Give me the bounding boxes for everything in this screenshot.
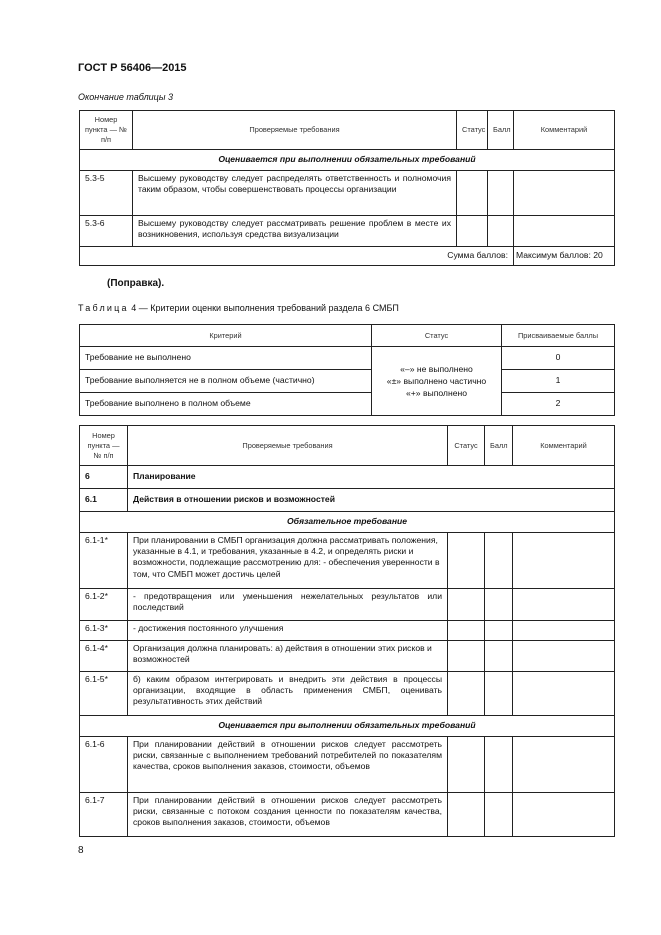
col-number: Номер пункта — № п/п [80, 426, 128, 466]
points-cell: 2 [502, 393, 615, 416]
table-row [80, 370, 615, 393]
table-row [80, 793, 615, 837]
table3-header-row [80, 111, 615, 150]
row-comment [513, 737, 615, 793]
sum-label: Сумма баллов: [80, 247, 514, 266]
row-score [485, 737, 513, 793]
table3-section-row [80, 150, 615, 171]
status-legend-line: «+» выполнено [405, 388, 468, 398]
table-row [80, 621, 615, 641]
section-title: Обязательное требование [80, 512, 615, 533]
col-status: Статус [372, 325, 502, 347]
status-legend-line: «–» не выполнено [400, 364, 473, 374]
row-comment [513, 641, 615, 672]
table-row [80, 216, 615, 247]
table-row [80, 589, 615, 621]
row-status [448, 793, 485, 837]
row-number: 6.1-5* [80, 672, 128, 716]
row-score [485, 621, 513, 641]
row-requirement: Организация должна планировать: а) действия в отношении этих рисков и возможностей [128, 641, 448, 672]
criterion-cell: Требование не выполнено [80, 347, 372, 370]
row-comment [513, 589, 615, 621]
heading-title: Действия в отношении рисков и возможностей [128, 489, 615, 512]
row-number: 6.1-6 [80, 737, 128, 793]
row-score [485, 533, 513, 589]
row-score [488, 171, 514, 216]
table-row [80, 672, 615, 716]
row-requirement: Высшему руководству следует распределять ответственность и полномочия таким образом, чтобы совершенствовать процессы организации [133, 171, 457, 216]
page-number: 8 [78, 845, 84, 856]
row-status [448, 672, 485, 716]
col-requirements: Проверяемые требования [133, 111, 457, 150]
row-requirement: При планировании в СМБП организация должна рассматривать положения, указанные в 4.1, и требования, указанные в 4.2, и определять риски и возможности, подлежащие рассмотрению для: - обеспечения уверенности в том, что СМБП может достичь целей [128, 533, 448, 589]
criterion-cell: Требование выполняется не в полном объеме (частично) [80, 370, 372, 393]
row-number: 6.1-3* [80, 621, 128, 641]
heading-title: Планирование [128, 466, 615, 489]
row-comment [513, 621, 615, 641]
col-status: Статус [448, 426, 485, 466]
table-row [80, 641, 615, 672]
criterion-cell: Требование выполнено в полном объеме [80, 393, 372, 416]
table-row [80, 171, 615, 216]
row-number: 6.1-1* [80, 533, 128, 589]
row-requirement: - достижения постоянного улучшения [128, 621, 448, 641]
col-comment: Комментарий [513, 426, 615, 466]
table4-caption-text: 4 — Критерии оценки выполнения требований раздела 6 СМБП [128, 303, 399, 313]
table4-header-row [80, 325, 615, 347]
row-score [485, 793, 513, 837]
row-status [448, 621, 485, 641]
col-requirements: Проверяемые требования [128, 426, 448, 466]
row-number: 5.3-5 [80, 171, 133, 216]
col-points: Присваиваемые баллы [502, 325, 615, 347]
col-comment: Комментарий [514, 111, 615, 150]
status-legend [372, 347, 502, 416]
row-number: 6.1-4* [80, 641, 128, 672]
row-score [488, 216, 514, 247]
heading-row [80, 489, 615, 512]
col-score: Балл [485, 426, 513, 466]
table-row [80, 533, 615, 589]
row-status [457, 216, 488, 247]
col-score: Балл [488, 111, 514, 150]
row-requirement: При планировании действий в отношении рисков следует рассмотреть риски, связанные с потоком создания ценности по показателям качества, сроков выполнения заказов, стоимости, объемов [128, 793, 448, 837]
row-comment [513, 793, 615, 837]
heading-row [80, 466, 615, 489]
table4-caption-word: Таблица [78, 303, 129, 313]
document-title: ГОСТ Р 56406—2015 [78, 62, 187, 74]
row-status [457, 171, 488, 216]
table5-header-row [80, 426, 615, 466]
correction-note: (Поправка). [107, 278, 165, 289]
row-score [485, 672, 513, 716]
col-status: Статус [457, 111, 488, 150]
row-comment [514, 216, 615, 247]
col-criterion: Критерий [80, 325, 372, 347]
row-status [448, 641, 485, 672]
heading-number: 6.1 [80, 489, 128, 512]
row-comment [514, 171, 615, 216]
status-legend-line: «±» выполнено частично [386, 376, 487, 386]
table-row [80, 347, 615, 370]
table4-caption [78, 303, 399, 313]
row-status [448, 533, 485, 589]
table-row [80, 737, 615, 793]
row-requirement: При планировании действий в отношении рисков следует рассмотреть риски, связанные с выполнением требований потребителей по показателям качества, сроков выполнения заказов, стоимости, объемов [128, 737, 448, 793]
row-requirement: б) каким образом интегрировать и внедрить эти действия в процессы организации, входящие в область применения СМБП, оценивать результативность этих действий [128, 672, 448, 716]
max-score-label: Максимум баллов: 20 [514, 247, 615, 266]
row-number: 6.1-7 [80, 793, 128, 837]
table-row [80, 393, 615, 416]
row-requirement: Высшему руководству следует рассматривать решение проблем в месте их возникновения, используя средства визуализации [133, 216, 457, 247]
row-number: 5.3-6 [80, 216, 133, 247]
row-comment [513, 672, 615, 716]
table5 [79, 425, 615, 837]
section-title: Оценивается при выполнении обязательных требований [80, 150, 615, 171]
section-title: Оценивается при выполнении обязательных требований [80, 716, 615, 737]
table3-caption: Окончание таблицы 3 [78, 92, 173, 102]
row-status [448, 737, 485, 793]
table4 [79, 324, 615, 416]
row-number: 6.1-2* [80, 589, 128, 621]
row-score [485, 589, 513, 621]
table3 [79, 110, 615, 266]
row-requirement: - предотвращения или уменьшения нежелательных результатов или последствий [128, 589, 448, 621]
col-number: Номер пункта — № п/п [80, 111, 133, 150]
points-cell: 0 [502, 347, 615, 370]
row-comment [513, 533, 615, 589]
table3-sum-row [80, 247, 615, 266]
section-row [80, 512, 615, 533]
points-cell: 1 [502, 370, 615, 393]
row-score [485, 641, 513, 672]
row-status [448, 589, 485, 621]
heading-number: 6 [80, 466, 128, 489]
section-row [80, 716, 615, 737]
